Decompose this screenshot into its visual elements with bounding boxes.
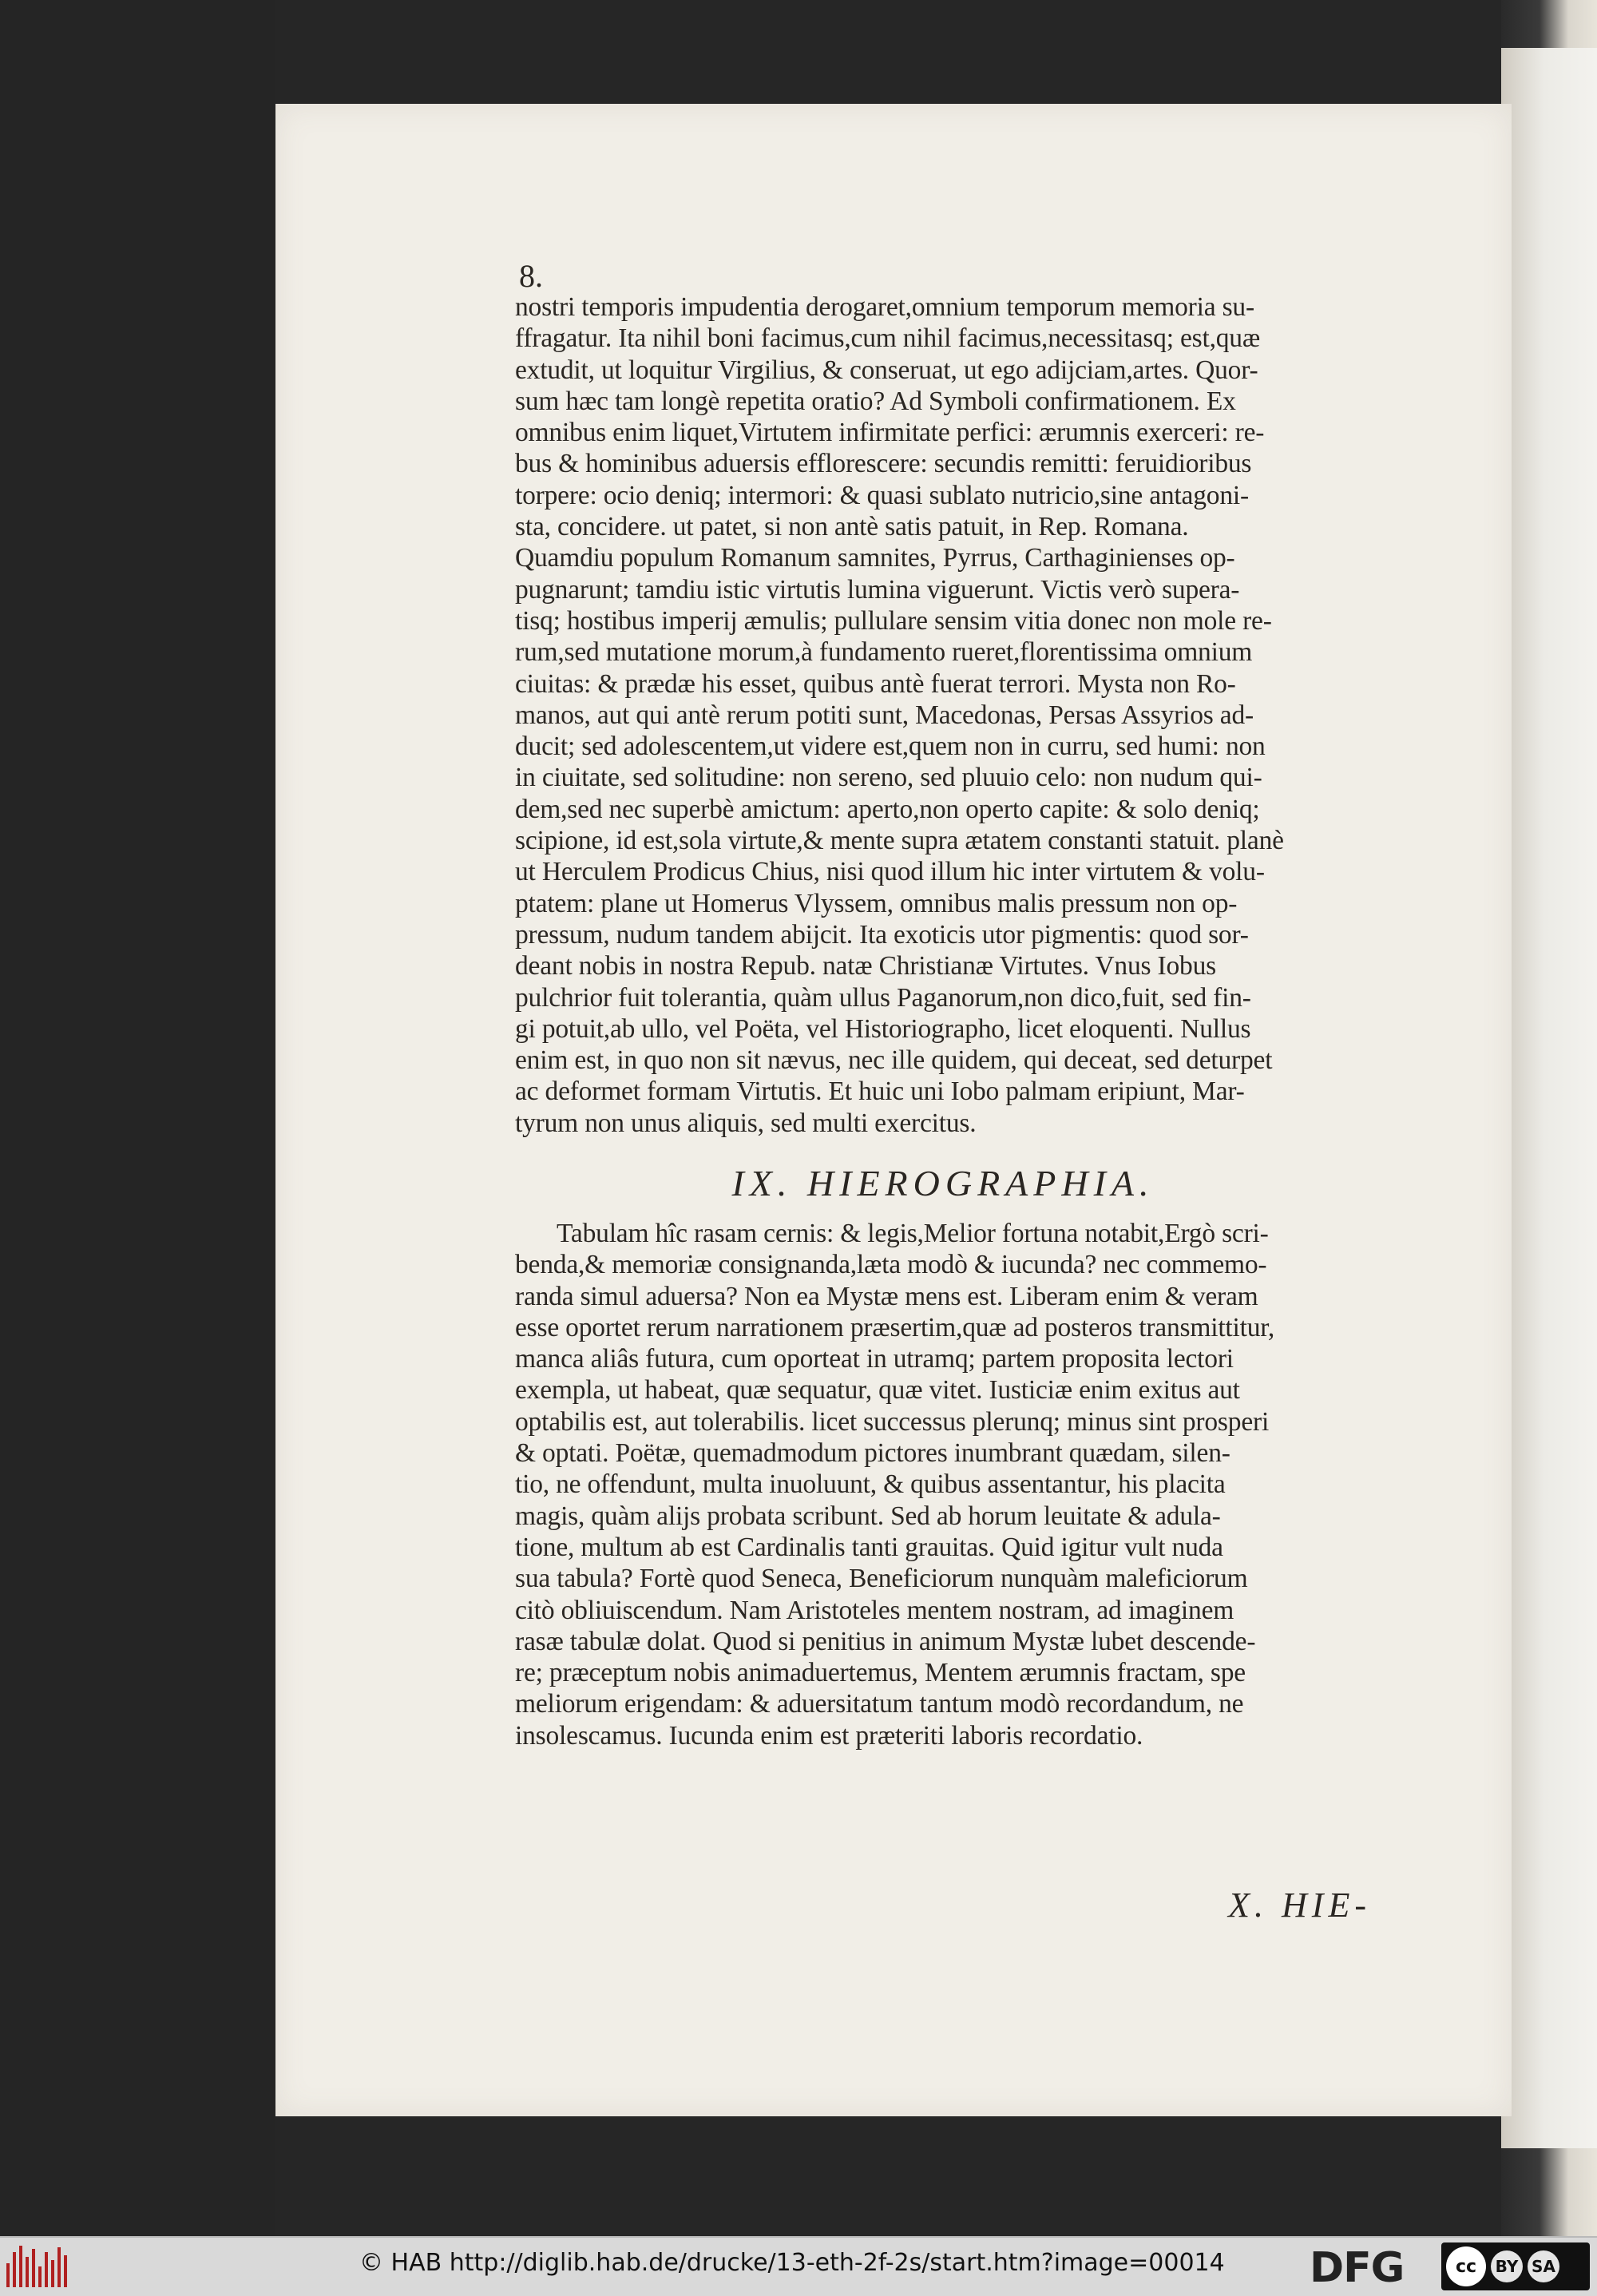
paragraph-2 (515, 1218, 1371, 1751)
text-line: benda,& memoriæ consignanda,læta modò & iucunda? nec commemo- (515, 1250, 1267, 1280)
text-line: randa simul aduersa? Non ea Mystæ mens est. Liberam enim & veram (515, 1281, 1258, 1311)
text-line: re; præceptum nobis animaduertemus, Mentem ærumnis fractam, spe (515, 1658, 1246, 1688)
text-line: esse oportet rerum narrationem præsertim,quæ ad posteros transmittitur, (515, 1312, 1275, 1342)
hab-logo-icon (6, 2246, 70, 2287)
text-line: optabilis est, aut tolerabilis. licet successus plerunq; minus sint prosperi (515, 1406, 1270, 1437)
cc-icon: cc (1446, 2246, 1486, 2286)
text-line: pulchrior fuit tolerantia, quàm ullus Paganorum,non dico,fuit, sed fin- (515, 982, 1251, 1013)
citation-link[interactable]: © HAB http://diglib.hab.de/drucke/13-eth-2f-2s/start.htm?image=00014 (359, 2249, 1225, 2277)
text-line: sta, concidere. ut patet, si non antè satis patuit, in Rep. Romana. (515, 512, 1189, 542)
paragraph-1 (515, 291, 1371, 1139)
text-line: sua tabula? Fortè quod Seneca, Beneficiorum nunquàm maleficiorum (515, 1564, 1248, 1594)
text-line: tyrum non unus aliquis, sed multi exercitus. (515, 1108, 977, 1138)
text-line: enim est, in quo non sit nævus, nec ille quidem, qui deceat, sed deturpet (515, 1045, 1273, 1076)
text-line: tione, multum ab est Cardinalis tanti grauitas. Quid igitur vult nuda (515, 1532, 1223, 1562)
dfg-logo: DFG (1310, 2244, 1405, 2292)
text-line: pressum, nudum tandem abijcit. Ita exoticis utor pigmentis: quod sor- (515, 919, 1249, 950)
book-page (275, 104, 1512, 2116)
text-line: exempla, ut habeat, quæ sequatur, quæ vitet. Iusticiæ enim exitus aut (515, 1375, 1240, 1406)
text-line: ac deformet formam Virtutis. Et huic uni Iobo palmam eripiunt, Mar- (515, 1077, 1245, 1107)
text-line: sum hæc tam longè repetita oratio? Ad Symboli confirmationem. Ex (515, 386, 1236, 416)
text-line: ut Herculem Prodicus Chius, nisi quod illum hic inter virtutem & volu- (515, 857, 1265, 887)
scan-background-left (0, 0, 275, 2236)
cc-license-badge[interactable] (1441, 2242, 1590, 2290)
text-line: extudit, ut loquitur Virgilius, & conseruat, ut ego adijciam,artes. Quor- (515, 355, 1258, 385)
text-line: magis, quàm alijs probata scribunt. Sed ab horum leuitate & adula- (515, 1501, 1221, 1531)
text-line: rum,sed mutatione morum,à fundamento rueret,florentissima omnium (515, 637, 1253, 668)
section-heading: IX. HIEROGRAPHIA. (731, 1163, 1155, 1204)
catchword: X. HIE- (1228, 1886, 1371, 1925)
next-page-edge (1501, 48, 1597, 2148)
text-line: insolescamus. Iucunda enim est præteriti laboris recordatio. (515, 1720, 1143, 1751)
text-line: in ciuitate, sed solitudine: non sereno, sed pluuio celo: non nudum qui- (515, 763, 1262, 793)
text-line: gi potuit,ab ullo, vel Poëta, vel Historiographo, licet eloquenti. Nullus (515, 1013, 1251, 1044)
text-line: omnibus enim liquet,Virtutem infirmitate perfici: ærumnis exerceri: re- (515, 418, 1265, 448)
text-line: scipione, id est,sola virtute,& mente supra ætatem constanti statuit. planè (515, 826, 1284, 856)
text-line: torpere: ocio deniq; intermori: & quasi sublato nutricio,sine antagoni- (515, 480, 1249, 510)
text-line: & optati. Poëtæ, quemadmodum pictores inumbrant quædam, silen- (515, 1438, 1230, 1469)
page-number: 8. (519, 258, 543, 294)
text-line: dem,sed nec superbè amictum: aperto,non operto capite: & solo deniq; (515, 794, 1260, 824)
text-line: nostri temporis impudentia derogaret,omnium temporum memoria su- (515, 292, 1254, 322)
text-line: tio, ne offendunt, multa inuoluunt, & quibus assentantur, his placita (515, 1469, 1226, 1500)
text-line: manca aliâs futura, cum oporteat in utramq; partem proposita lectori (515, 1344, 1234, 1374)
text-line: Quamdiu populum Romanum samnites, Pyrrus, Carthaginienses op- (515, 543, 1235, 573)
text-line: ptatem: plane ut Homerus Vlyssem, omnibus malis pressum non op- (515, 888, 1238, 918)
text-line: Tabulam hîc rasam cernis: & legis,Melior fortuna notabit,Ergò scri- (557, 1219, 1269, 1248)
text-line: tisq; hostibus imperij æmulis; pullulare sensim vitia donec non mole re- (515, 605, 1272, 636)
text-line: rasæ tabulæ dolat. Quod si penitius in animum Mystæ lubet descende- (515, 1626, 1256, 1656)
text-line: ciuitas: & prædæ his esset, quibus antè fuerat terrori. Mysta non Ro- (515, 668, 1236, 699)
text-line: ffragatur. Ita nihil boni facimus,cum nihil facimus,necessitasq; est,quæ (515, 323, 1261, 354)
text-line: citò obliuiscendum. Nam Aristoteles mentem nostram, ad imaginem (515, 1595, 1234, 1625)
text-line: pugnarunt; tamdiu istic virtutis lumina viguerunt. Victis verò supera- (515, 574, 1240, 605)
text-line: meliorum erigendam: & aduersitatum tantum modò recordandum, ne (515, 1689, 1244, 1719)
attribution-icon: BY (1491, 2250, 1523, 2282)
text-line: deant nobis in nostra Repub. natæ Christianæ Virtutes. Vnus Iobus (515, 951, 1216, 981)
text-line: manos, aut qui antè rerum potiti sunt, Macedonas, Persas Assyrios ad- (515, 700, 1254, 730)
footer-bar (0, 2236, 1597, 2296)
share-alike-icon: SA (1528, 2250, 1559, 2282)
text-line: ducit; sed adolescentem,ut videre est,quem non in curru, sed humi: non (515, 732, 1266, 762)
text-line: bus & hominibus aduersis efflorescere: secundis remitti: feruidioribus (515, 449, 1252, 479)
